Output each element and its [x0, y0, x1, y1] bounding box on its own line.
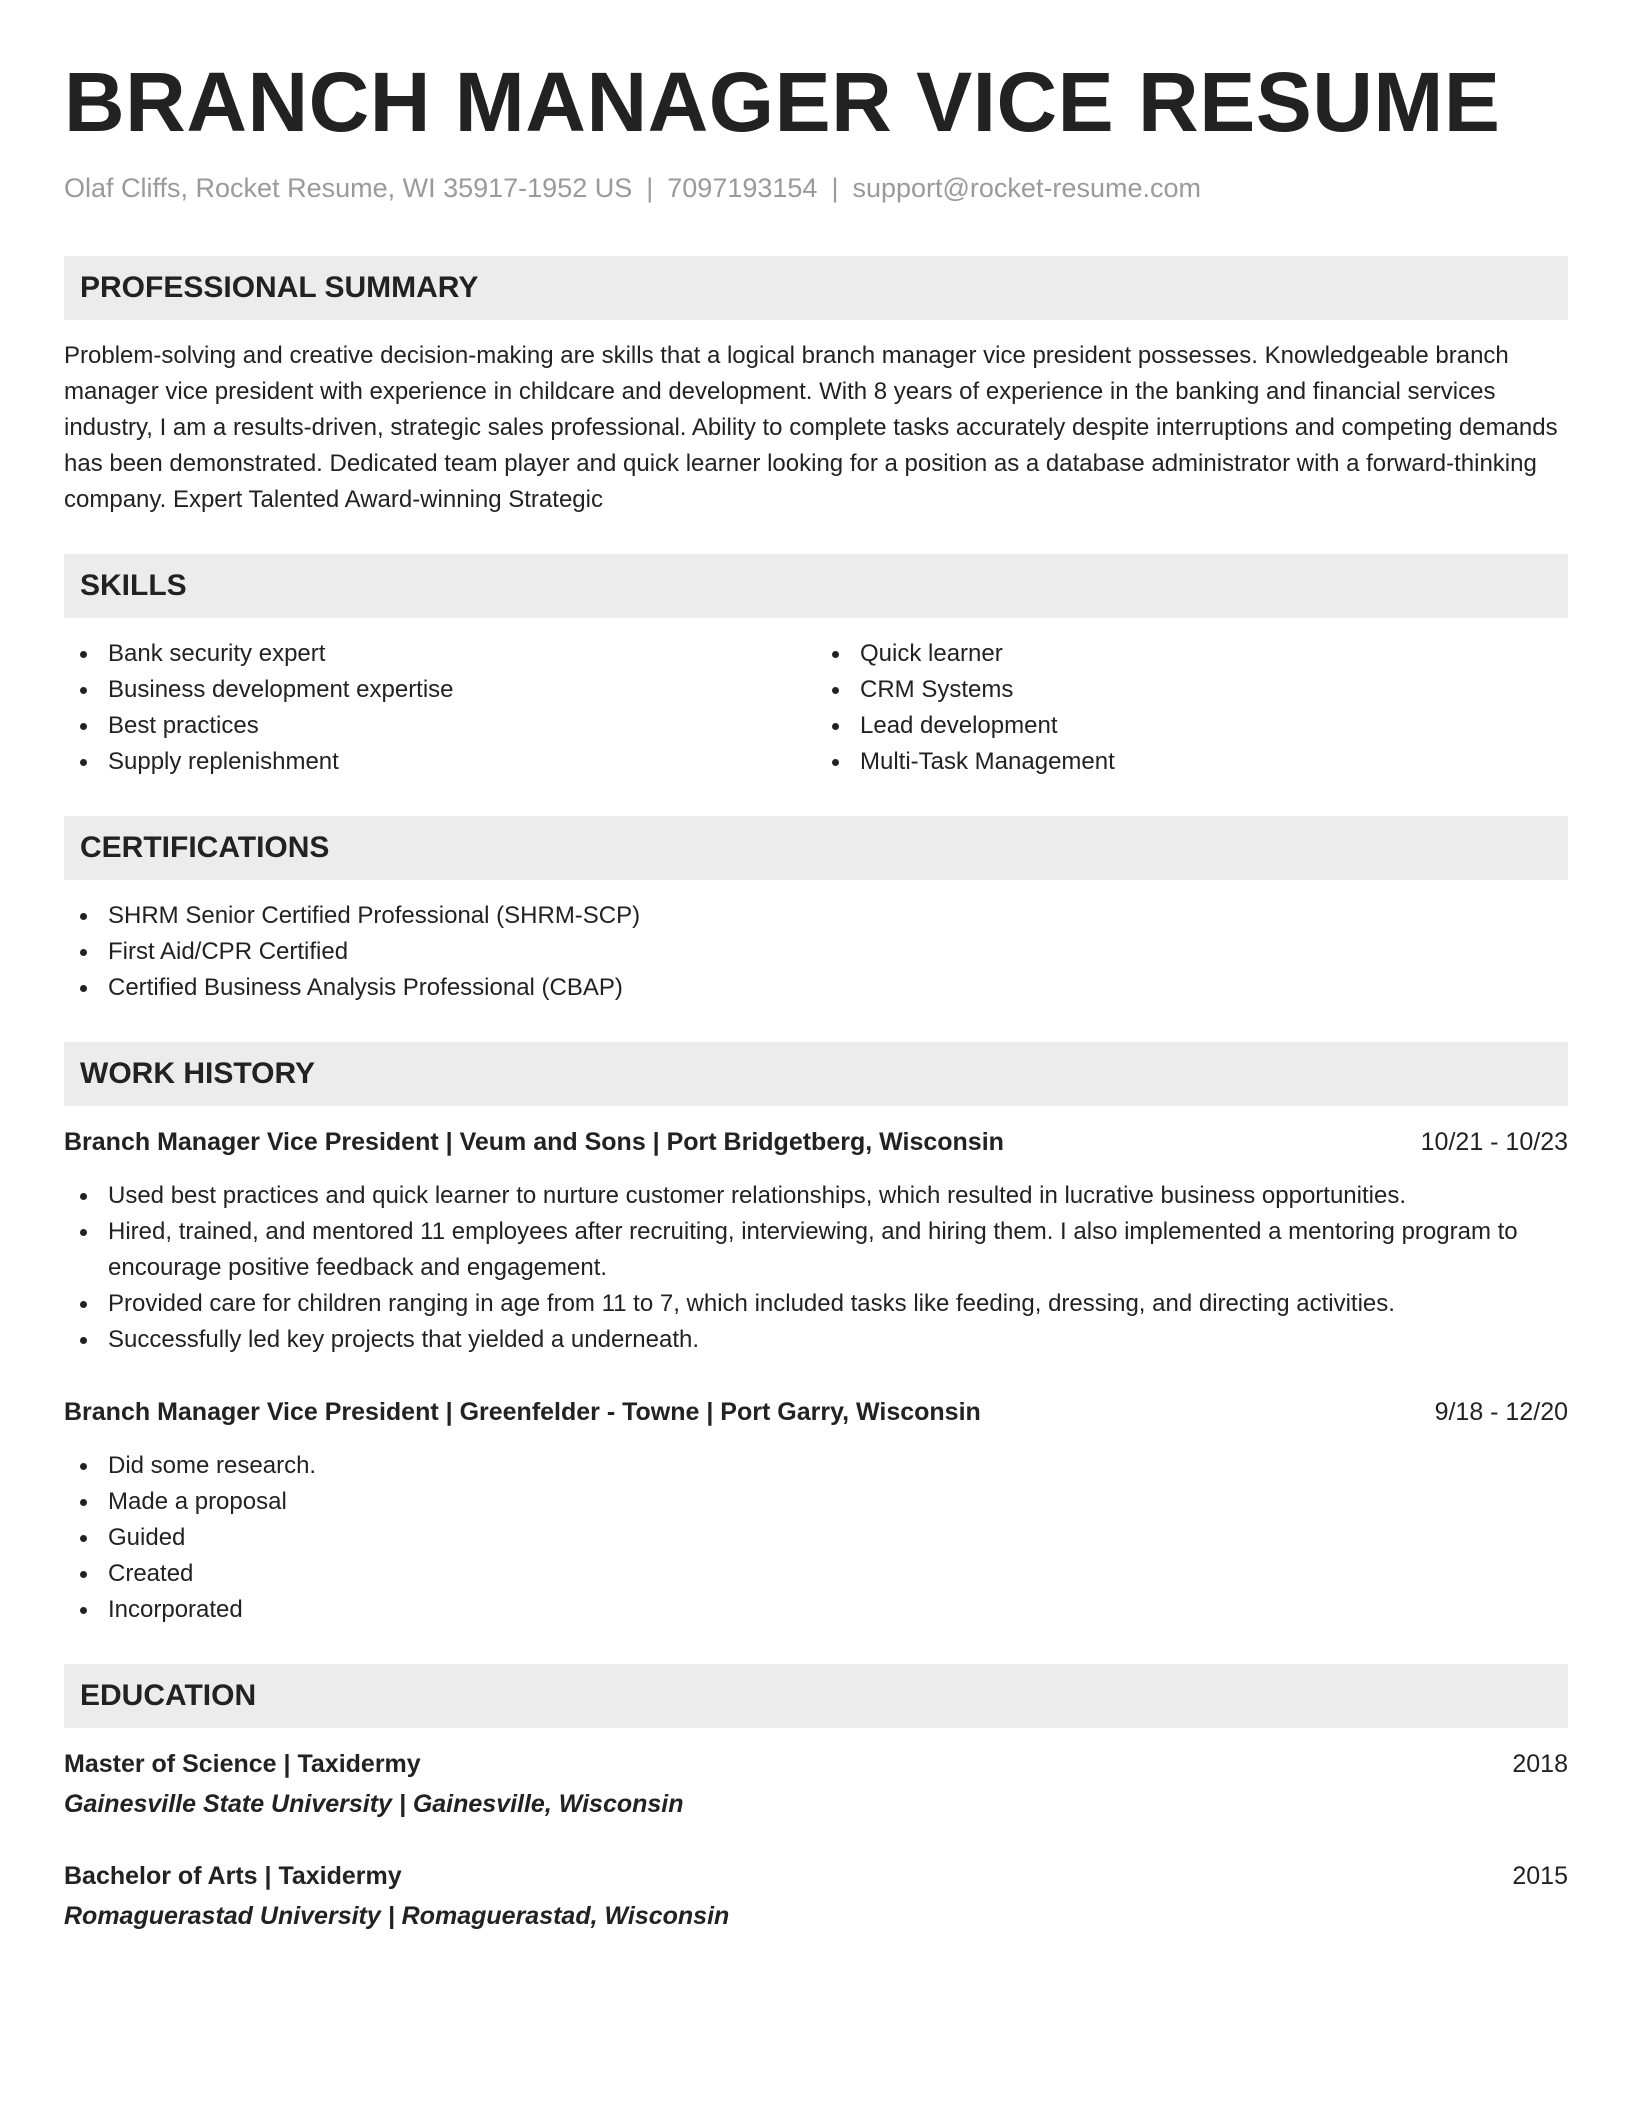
job-dates: 10/21 - 10/23	[1420, 1128, 1568, 1156]
job-bullets	[64, 1448, 1568, 1628]
education-school: Romaguerastad University | Romaguerastad, Wisconsin	[64, 1902, 730, 1930]
job-bullet: Successfully led key projects that yielded a underneath.	[64, 1322, 1568, 1358]
skill-item: Lead development	[816, 708, 1568, 744]
certification-item: Certified Business Analysis Professional (CBAP)	[64, 970, 1568, 1006]
job-header	[64, 1124, 1568, 1160]
skills-left-column	[64, 636, 816, 780]
education-year: 2018	[1512, 1750, 1568, 1778]
education-year: 2015	[1512, 1862, 1568, 1890]
education-heading: EDUCATION	[64, 1664, 1568, 1728]
job-bullet: Made a proposal	[64, 1484, 1568, 1520]
skill-item: Multi-Task Management	[816, 744, 1568, 780]
certification-item: First Aid/CPR Certified	[64, 934, 1568, 970]
skill-item: Supply replenishment	[64, 744, 816, 780]
job-title: Branch Manager Vice President | Greenfelder - Towne | Port Garry, Wisconsin	[64, 1398, 981, 1426]
contact-line	[64, 170, 1568, 206]
job-bullet: Did some research.	[64, 1448, 1568, 1484]
skill-item: Best practices	[64, 708, 816, 744]
certifications-list	[64, 898, 1568, 1006]
skills-list	[64, 636, 1568, 780]
job-entry	[64, 1124, 1568, 1358]
work-history-heading: WORK HISTORY	[64, 1042, 1568, 1106]
certifications-heading: CERTIFICATIONS	[64, 816, 1568, 880]
education-degree: Master of Science | Taxidermy	[64, 1750, 421, 1778]
education-school: Gainesville State University | Gainesville, Wisconsin	[64, 1790, 684, 1818]
job-bullets	[64, 1178, 1568, 1358]
skill-item: Bank security expert	[64, 636, 816, 672]
skill-item: Business development expertise	[64, 672, 816, 708]
education-header	[64, 1746, 1568, 1782]
education-header	[64, 1858, 1568, 1894]
contact-phone: 7097193154	[667, 173, 818, 203]
contact-address: Olaf Cliffs, Rocket Resume, WI 35917-1952 US	[64, 173, 633, 203]
education-entry	[64, 1746, 1568, 1822]
job-bullet: Provided care for children ranging in age from 11 to 7, which included tasks like feeding, dressing, and directing activities.	[64, 1286, 1568, 1322]
job-title: Branch Manager Vice President | Veum and Sons | Port Bridgetberg, Wisconsin	[64, 1128, 1004, 1156]
contact-separator: |	[646, 173, 654, 203]
job-header	[64, 1394, 1568, 1430]
skills-heading: SKILLS	[64, 554, 1568, 618]
job-bullet: Used best practices and quick learner to nurture customer relationships, which resulted in lucrative business opportunities.	[64, 1178, 1568, 1214]
summary-heading: PROFESSIONAL SUMMARY	[64, 256, 1568, 320]
job-dates: 9/18 - 12/20	[1434, 1398, 1568, 1426]
job-bullet: Guided	[64, 1520, 1568, 1556]
education-degree: Bachelor of Arts | Taxidermy	[64, 1862, 402, 1890]
skill-item: Quick learner	[816, 636, 1568, 672]
contact-separator: |	[831, 173, 839, 203]
job-bullet: Incorporated	[64, 1592, 1568, 1628]
job-bullet: Created	[64, 1556, 1568, 1592]
skill-item: CRM Systems	[816, 672, 1568, 708]
education-entry	[64, 1858, 1568, 1934]
job-bullet: Hired, trained, and mentored 11 employees after recruiting, interviewing, and hiring them. I also implemented a mentoring program to encourage positive feedback and engagement.	[64, 1214, 1568, 1286]
summary-text: Problem-solving and creative decision-making are skills that a logical branch manager vice president possesses. Knowledgeable branch manager vice president with experience in childcare and development. With 8 years of experience in the banking and financial services industry, I am a results-driven, strategic sales professional. Ability to complete tasks accurately despite interruptions and competing demands has been demonstrated. Dedicated team player and quick learner looking for a position as a database administrator with a forward-thinking company. Expert Talented Award-winning Strategic	[64, 342, 1558, 513]
certification-item: SHRM Senior Certified Professional (SHRM-SCP)	[64, 898, 1568, 934]
contact-email[interactable]: support@rocket-resume.com	[852, 173, 1201, 203]
job-entry	[64, 1394, 1568, 1628]
resume-title: BRANCH MANAGER VICE RESUME	[64, 55, 1501, 149]
skills-right-column	[816, 636, 1568, 780]
